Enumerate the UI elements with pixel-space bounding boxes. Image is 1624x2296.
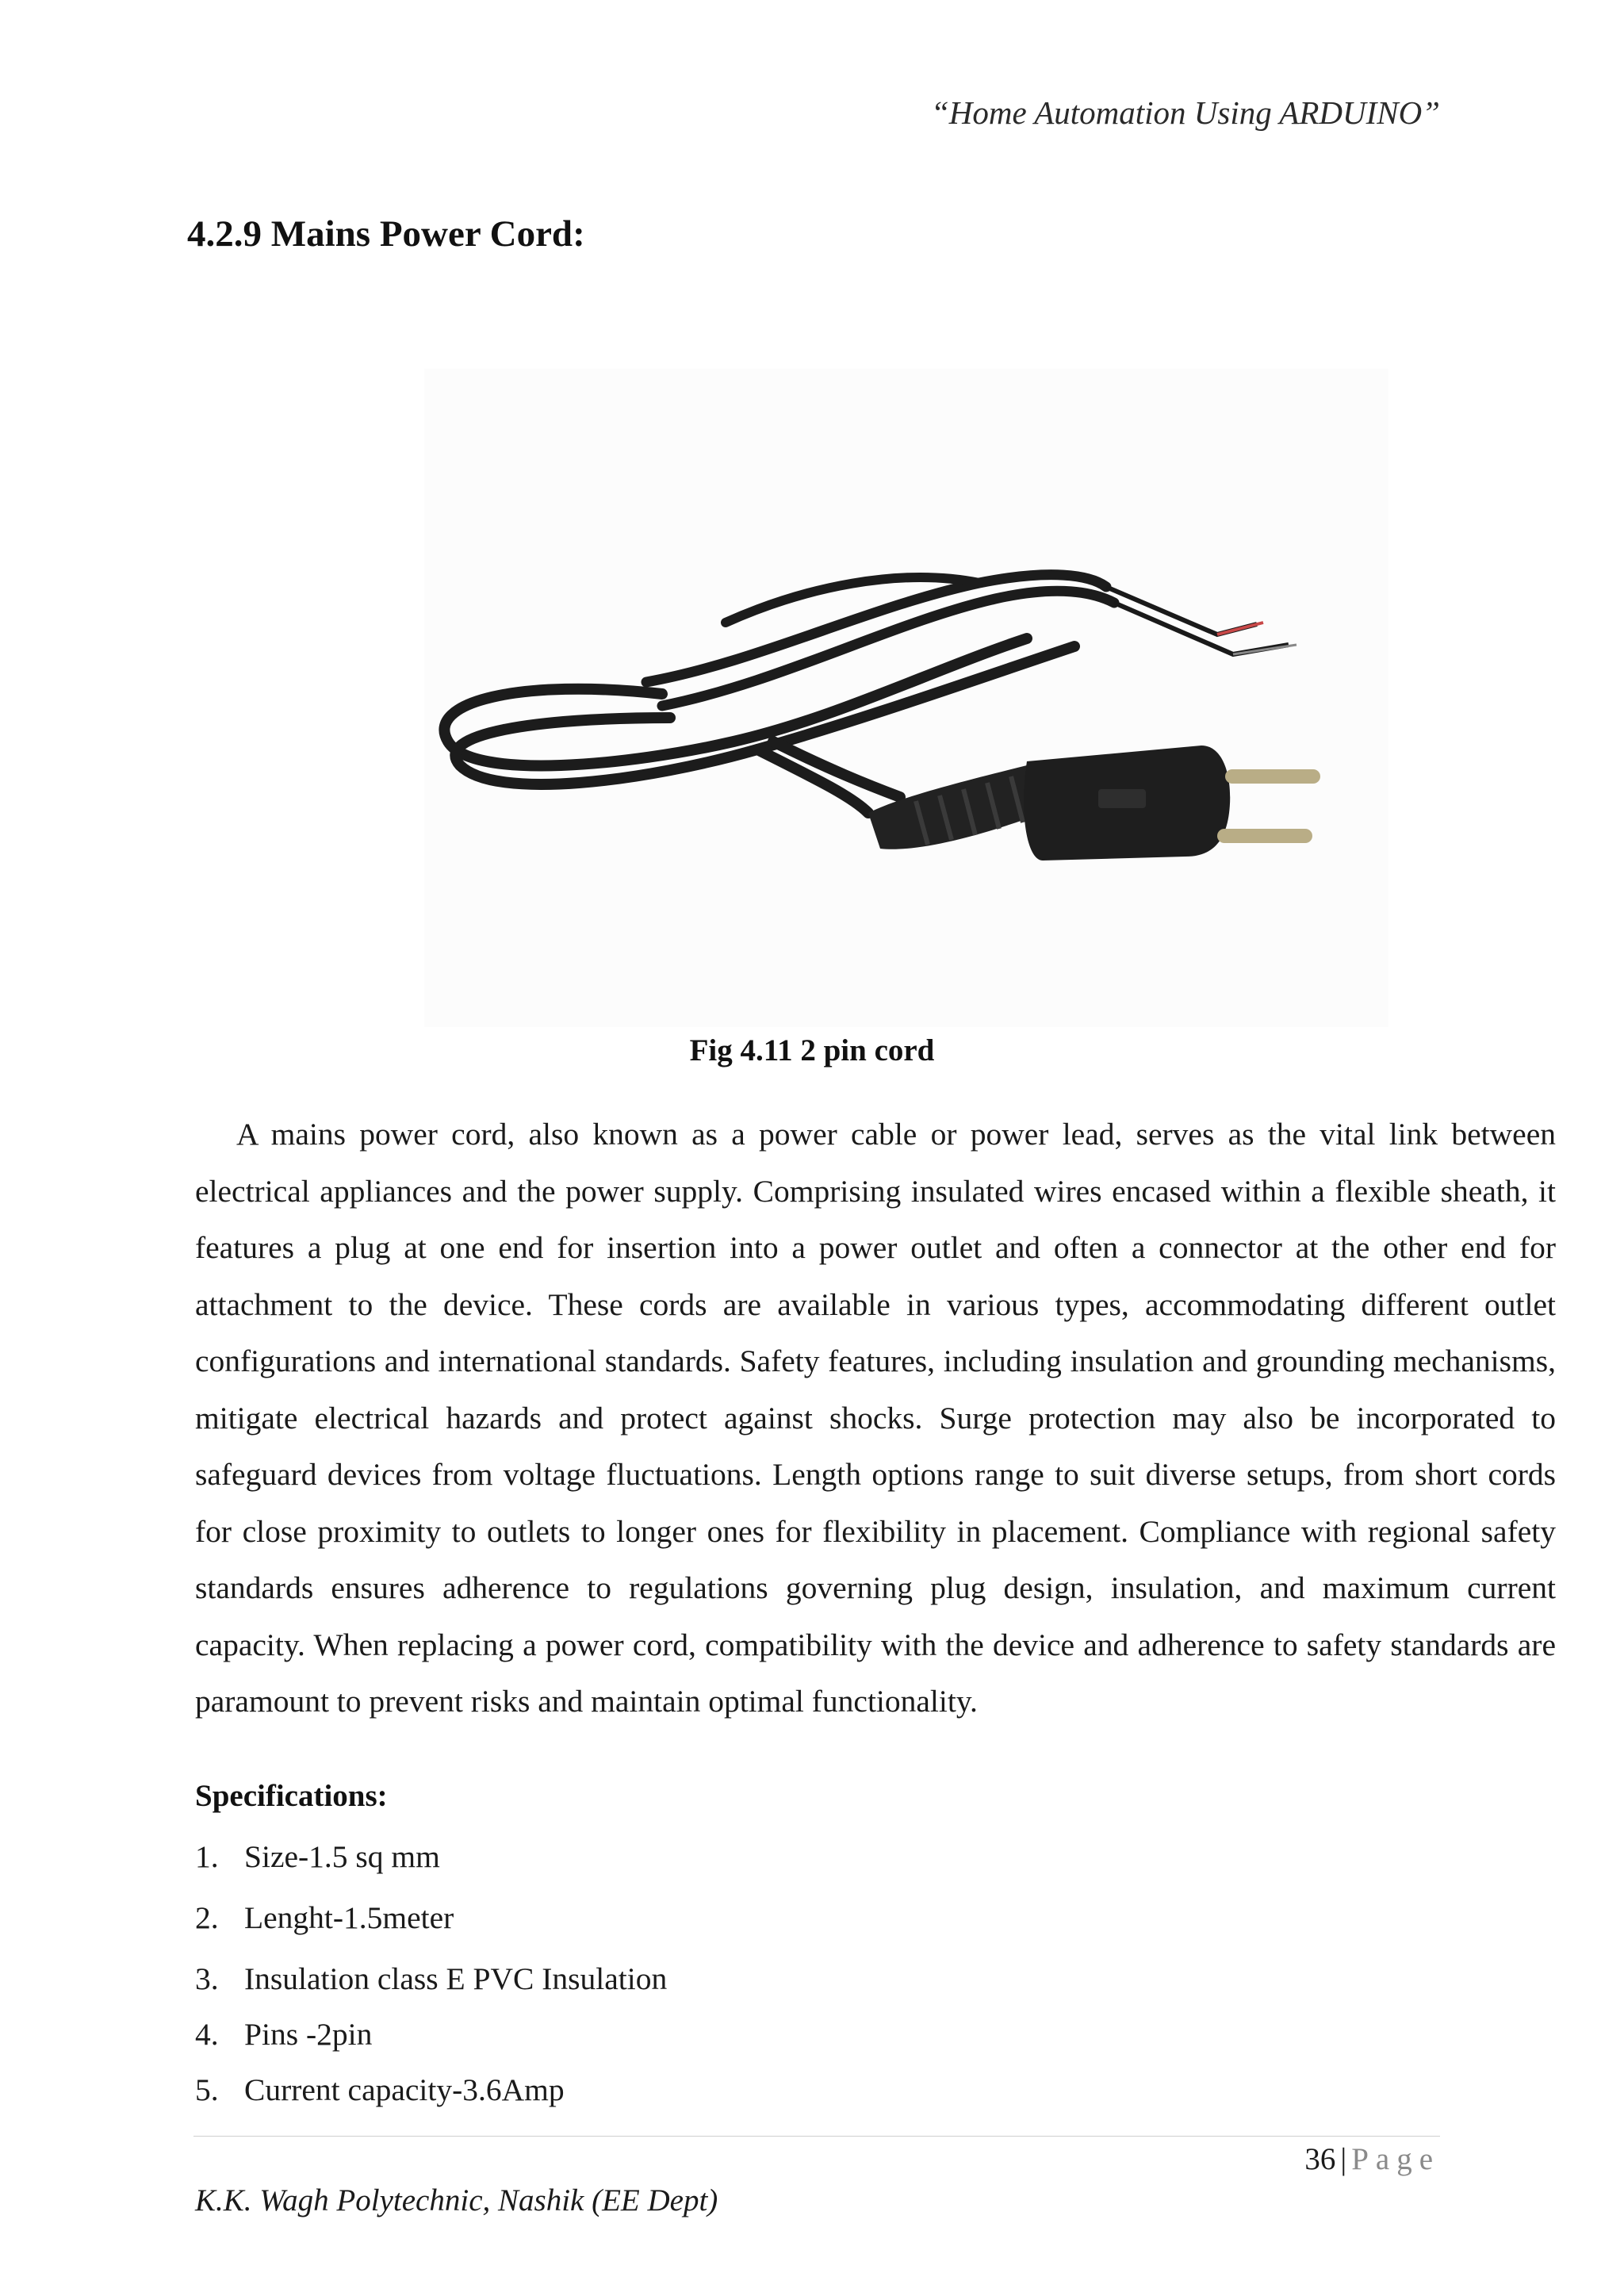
figure-caption: Fig 4.11 2 pin cord	[689, 1033, 935, 1068]
page-number	[1304, 2141, 1440, 2177]
power-cord-figure	[424, 369, 1388, 1027]
spec-item-number: 3.	[195, 1961, 219, 1996]
spec-item-text: Pins -2pin	[244, 2017, 373, 2052]
spec-item-number: 1.	[195, 1839, 219, 1874]
spec-item-number: 2.	[195, 1900, 219, 1935]
spec-item	[195, 2072, 565, 2108]
body-paragraph: A mains power cord, also known as a power cable or power lead, serves as the vital link between electrical appliances and the power supply. Comprising insulated wires encased within a flexible sheath, it features a plug at one end for insertion into a power outlet and often a connector at the other end for attachment to the device. These cords are available in various types, accommodating different outlet configurations and international standards. Safety features, including insulation and grounding mechanisms, mitigate electrical hazards and protect against shocks. Surge protection may also be incorporated to safeguard devices from voltage fluctuations. Length options range to suit diverse setups, from short cords for close proximity to outlets to longer ones for flexibility in placement. Compliance with regional safety standards ensures adherence to regulations governing plug design, insulation, and maximum current capacity. When replacing a power cord, compatibility with the device and adherence to safety standards are paramount to prevent risks and maintain optimal functionality.	[195, 1117, 1556, 1719]
spec-item	[195, 2016, 372, 2053]
spec-item	[195, 1899, 454, 1936]
spec-item-text: Current capacity-3.6Amp	[244, 2072, 565, 2107]
spec-item-text: Lenght-1.5meter	[244, 1900, 454, 1935]
footer-institution: K.K. Wagh Polytechnic, Nashik (EE Dept)	[195, 2183, 718, 2217]
running-header-title: “Home Automation Using ARDUINO”	[931, 94, 1440, 131]
spec-item-text: Insulation class E PVC Insulation	[244, 1961, 668, 1996]
spec-item	[195, 1838, 440, 1875]
spec-item-number: 4.	[195, 2017, 219, 2052]
page-label: Page	[1351, 2142, 1440, 2176]
footer-divider	[193, 2136, 1440, 2137]
section-heading: 4.2.9 Mains Power Cord:	[187, 213, 585, 255]
spec-item-number: 5.	[195, 2072, 219, 2107]
specifications-heading: Specifications:	[195, 1779, 388, 1813]
spec-item-text: Size-1.5 sq mm	[244, 1839, 440, 1874]
page-number-separator: |	[1340, 2142, 1347, 2176]
page-number-value: 36	[1304, 2142, 1336, 2176]
spec-item	[195, 1961, 667, 1997]
power-cord-image	[424, 369, 1388, 1027]
